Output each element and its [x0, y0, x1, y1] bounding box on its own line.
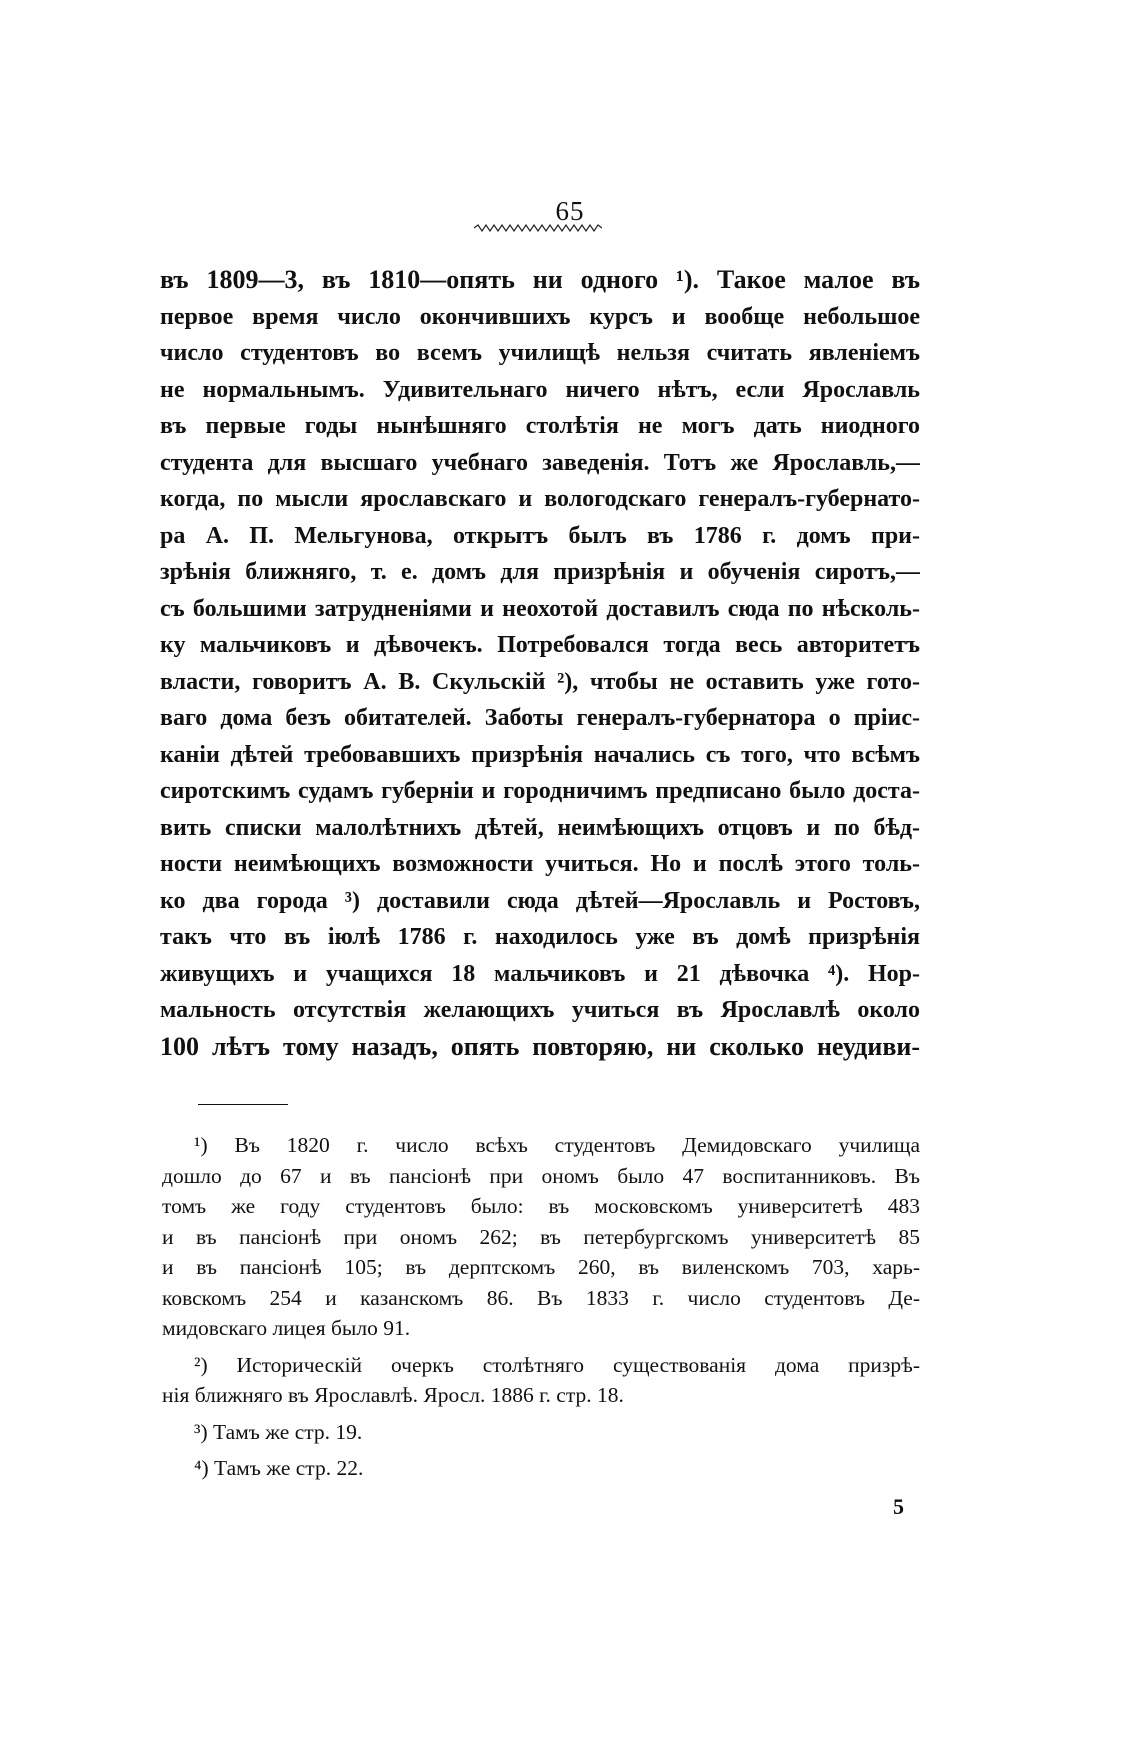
- signature-mark: 5: [893, 1494, 904, 1519]
- footnote-line: ковскомъ 254 и казанскомъ 86. Въ 1833 г. число студентовъ Де-: [162, 1285, 920, 1310]
- page-number: 65: [555, 196, 585, 226]
- footnote-line: томъ же году студентовъ было: въ московскомъ университетѣ 483: [162, 1194, 920, 1218]
- footnote-line: дошло до 67 и въ пансіонѣ при ономъ было 47 воспитанниковъ. Въ: [162, 1163, 920, 1188]
- text-line: 100 лѣтъ тому назадъ, опять повторяю, ни сколько неудиви-: [160, 1031, 920, 1061]
- footnote-line: ³) Тамъ же стр. 19.: [194, 1419, 363, 1444]
- text-line: сиротскимъ судамъ губерніи и городничимъ предписано было доста-: [160, 778, 920, 804]
- footnote-line: ⁴) Тамъ же стр. 22.: [194, 1456, 364, 1480]
- footnote-line: и въ пансіонѣ 105; въ дерптскомъ 260, въ виленскомъ 703, харь-: [162, 1255, 920, 1279]
- text-line: ко два города ³) доставили сюда дѣтей—Ярославль и Ростовъ,: [160, 887, 920, 914]
- text-line: когда, по мысли ярославскаго и вологодскаго генералъ-губернато-: [160, 486, 920, 512]
- footnote-line: и въ пансіонѣ при ономъ 262; въ петербургскомъ университетѣ 85: [162, 1224, 920, 1249]
- text-line: въ первые годы нынѣшняго столѣтія не могъ дать ниодного: [160, 413, 920, 439]
- footnote-1: [162, 1130, 920, 1344]
- footnote-line: нія ближняго въ Ярославлѣ. Яросл. 1886 г. стр. 18.: [162, 1383, 624, 1407]
- text-line: число студентовъ во всемъ училищѣ нельзя считать явленіемъ: [160, 340, 920, 366]
- footnote-3: [162, 1417, 920, 1448]
- text-line: власти, говоритъ А. В. Скульскій ²), чтобы не оставить уже гото-: [160, 668, 920, 695]
- text-line: студента для высшаго учебнаго заведенія. Тотъ же Ярославль,—: [160, 449, 920, 476]
- text-line: не нормальнымъ. Удивительнаго ничего нѣтъ, если Ярославль: [160, 376, 920, 403]
- page-number-ornament: [474, 224, 602, 232]
- text-line: съ большими затрудненіями и неохотой доставилъ сюда по нѣсколь-: [160, 595, 920, 622]
- text-line: ку мальчиковъ и дѣвочекъ. Потребовался тогда весь авторитетъ: [160, 632, 920, 658]
- text-line: каніи дѣтей требовавшихъ призрѣнія начались съ того, что всѣмъ: [160, 741, 920, 768]
- text-line: ности неимѣющихъ возможности учиться. Но и послѣ этого толь-: [160, 851, 920, 877]
- text-line: такъ что въ іюлѣ 1786 г. находилось уже въ домѣ призрѣнія: [160, 924, 920, 950]
- footnote-4: [162, 1453, 920, 1484]
- footnote-line: ¹) Въ 1820 г. число всѣхъ студентовъ Демидовскаго училища: [194, 1133, 920, 1157]
- text-line: мальность отсутствія желающихъ учиться въ Ярославлѣ около: [160, 997, 920, 1023]
- main-text: [160, 262, 920, 1065]
- text-line: первое время число окончившихъ курсъ и вообще небольшое: [160, 303, 920, 330]
- footnotes: [162, 1130, 920, 1484]
- text-line: живущихъ и учащихся 18 мальчиковъ и 21 дѣвочка ⁴). Нор-: [160, 960, 920, 987]
- text-line: вить списки малолѣтнихъ дѣтей, неимѣющихъ отцовъ и по бѣд-: [160, 814, 920, 841]
- footnote-2: [162, 1350, 920, 1411]
- text-line: въ 1809—3, въ 1810—опять ни одного ¹). Такое малое въ: [160, 265, 920, 294]
- text-line: ваго дома безъ обитателей. Заботы генералъ-губернатора о пріис-: [160, 705, 920, 731]
- footnote-divider: [198, 1104, 288, 1105]
- text-line: ра А. П. Мельгунова, открытъ былъ въ 1786 г. домъ при-: [160, 522, 920, 549]
- footnote-line: мидовскаго лицея было 91.: [162, 1316, 411, 1340]
- text-line: зрѣнія ближняго, т. е. домъ для призрѣнія и обученія сиротъ,—: [160, 559, 920, 585]
- footnote-line: ²) Историческій очеркъ столѣтняго существованія дома призрѣ-: [194, 1352, 920, 1377]
